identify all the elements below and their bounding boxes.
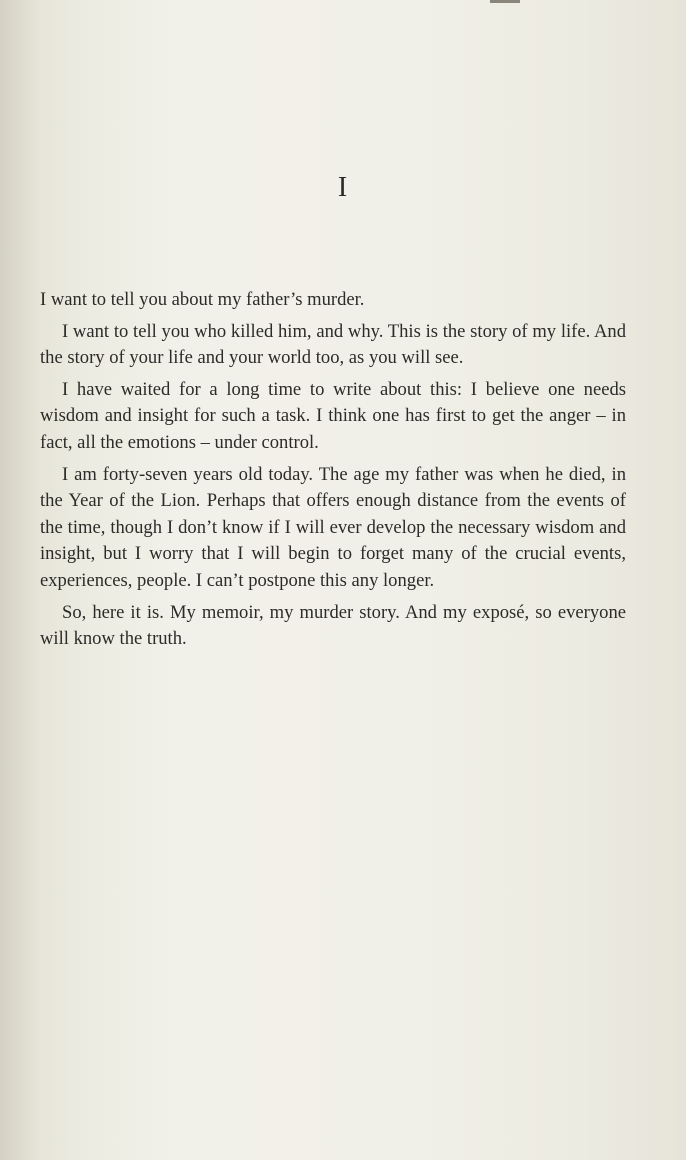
chapter-body — [40, 287, 626, 658]
page-top-mark — [490, 0, 520, 3]
paragraph-3: I have waited for a long time to write about this: I believe one needs wisdom and insight for such a task. I think one has first to get the anger – in fact, all the emotions – under control. — [40, 378, 626, 453]
paragraph-4: I am forty-seven years old today. The age my father was when he died, in the Year of the Lion. Perhaps that offers enough distance from the events of the time, though I don’t know if I will ever develop the necessary wisdom and insight, but I worry that I will begin to forget many of the crucial events, experiences, people. I can’t postpone this any longer. — [40, 463, 626, 591]
chapter-number: I — [337, 172, 349, 203]
paragraph-1: I want to tell you about my father’s murder. — [40, 289, 365, 310]
paragraph-2: I want to tell you who killed him, and why. This is the story of my life. And the story of your life and your world too, as you will see. — [40, 320, 626, 369]
paragraph-5: So, here it is. My memoir, my murder story. And my exposé, so everyone will know the truth. — [40, 601, 626, 650]
